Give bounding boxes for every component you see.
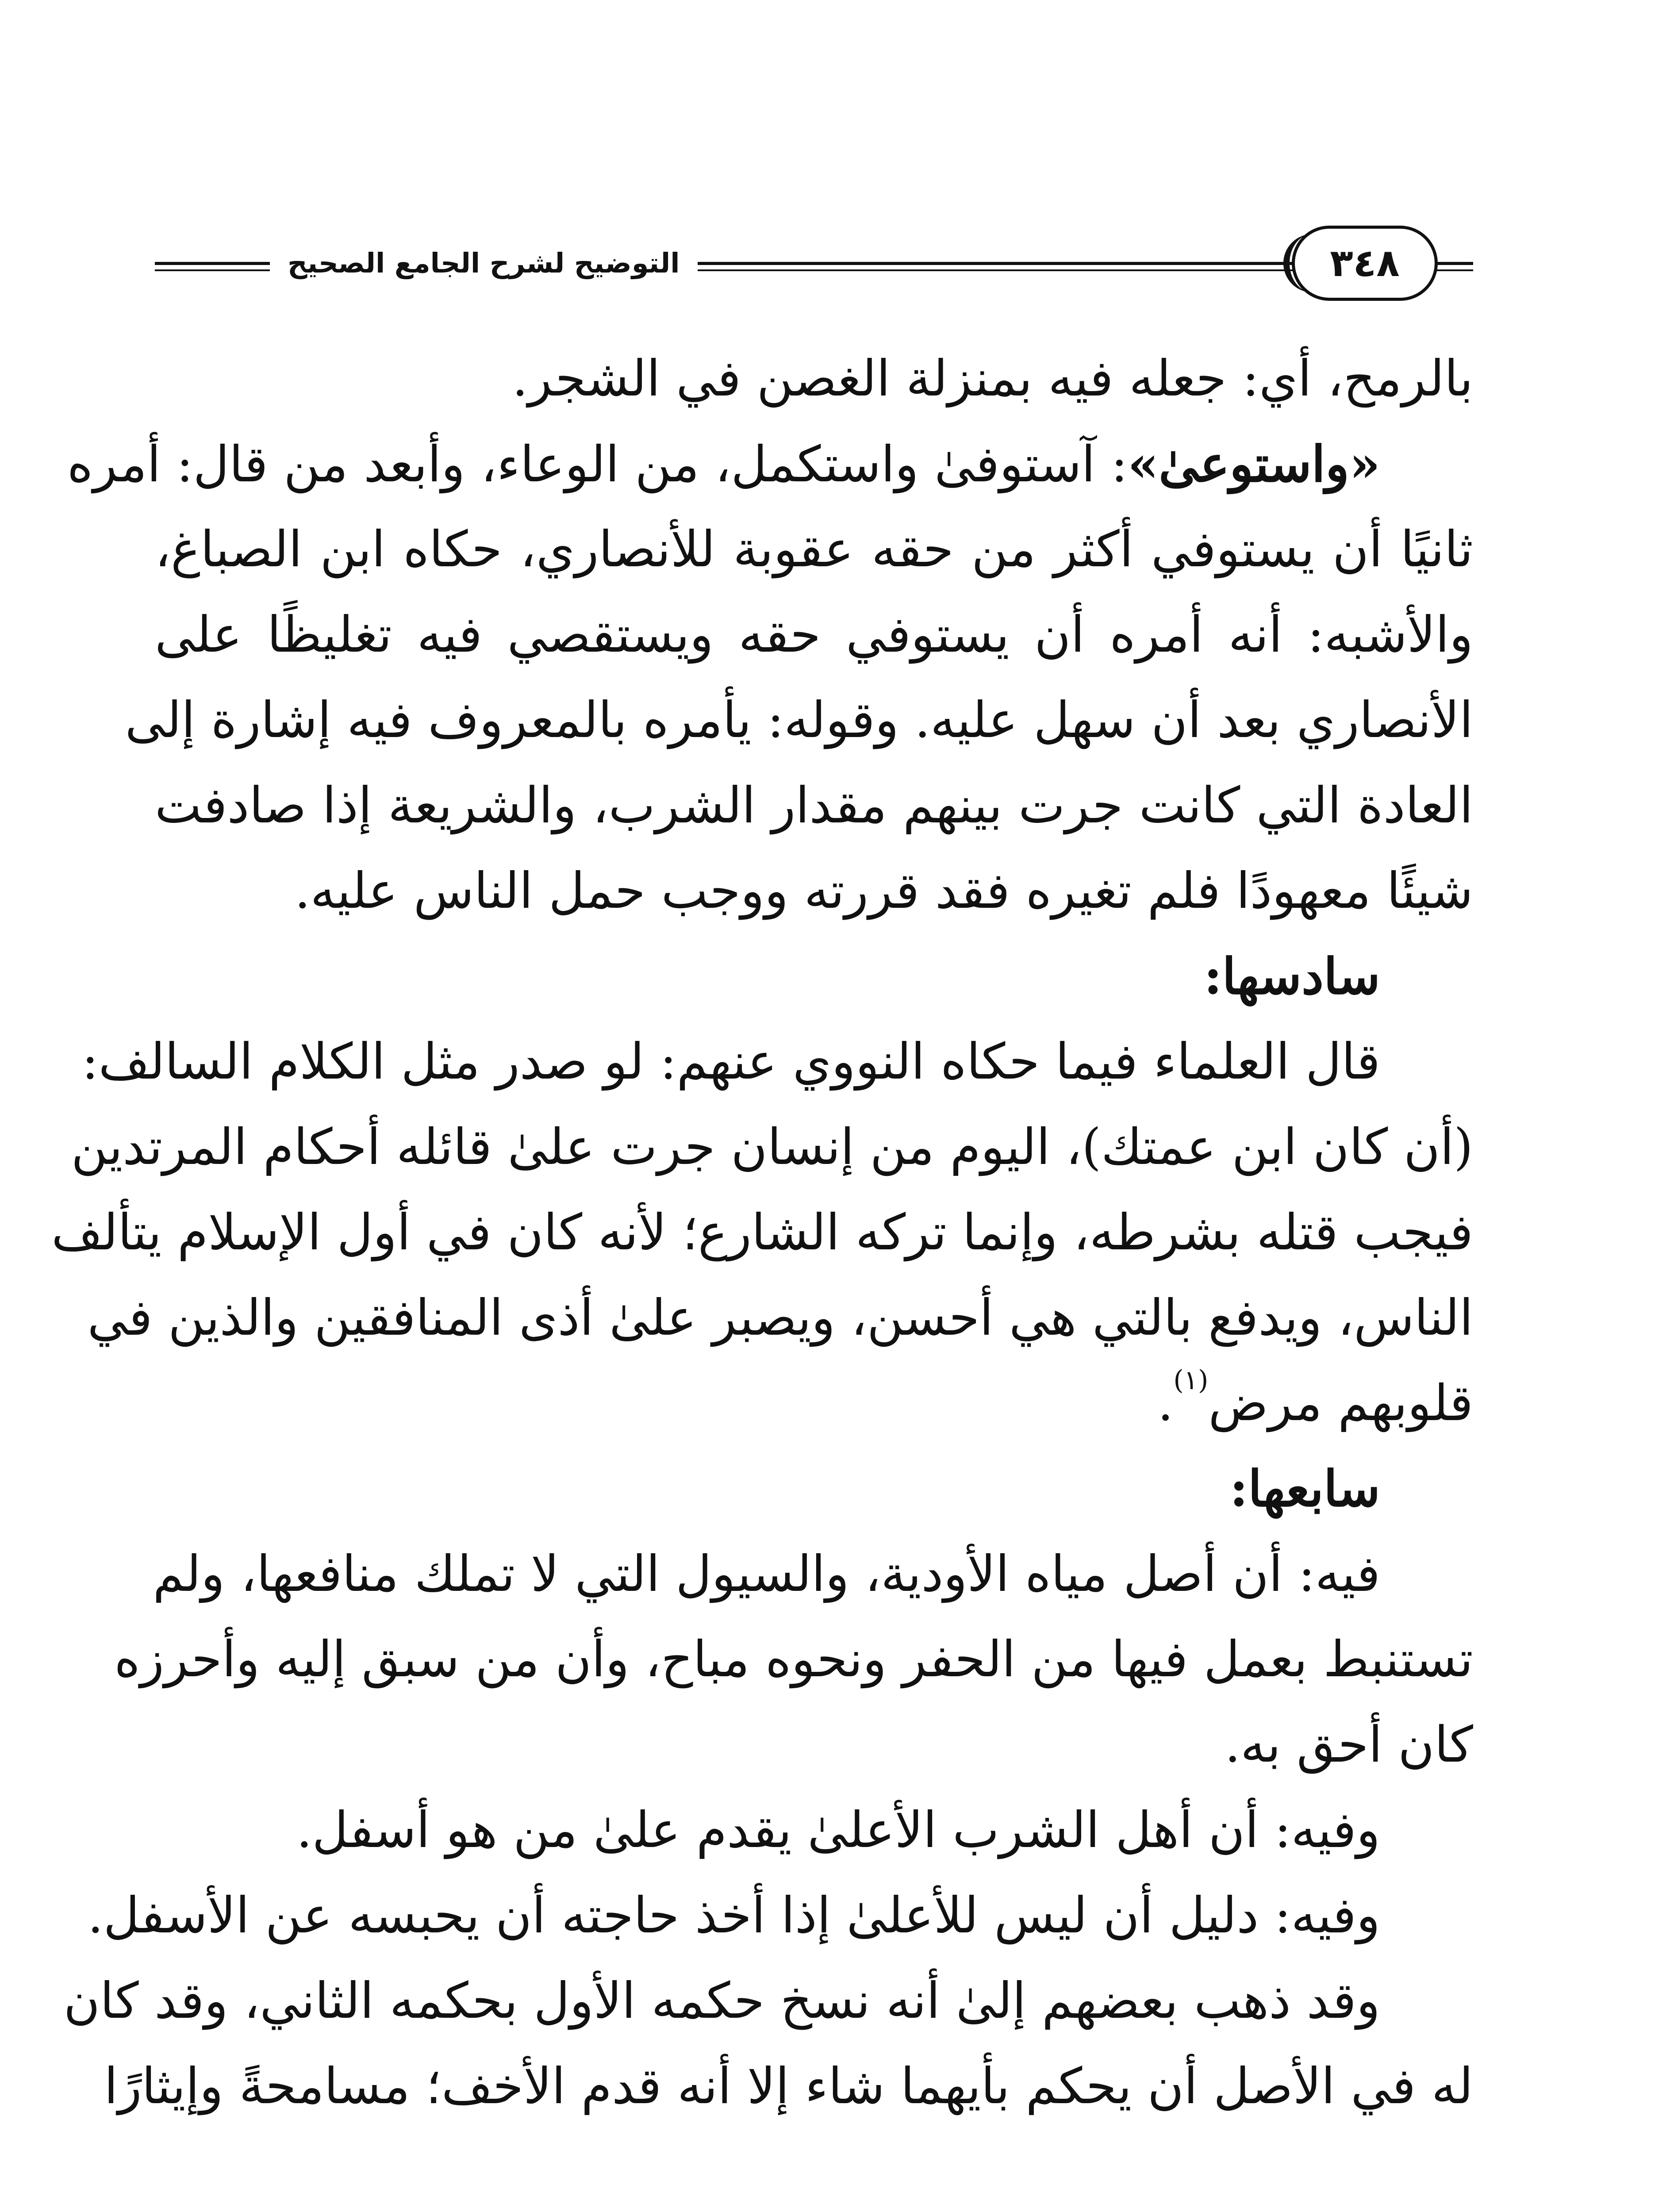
text-line: الأنصاري بعد أن سهل عليه. وقوله: يأمره بالمعروف فيه إشارة إلى [125,691,1473,749]
text-line [67,422,1473,507]
running-header [155,221,1473,310]
line-text: قلوبهم مرض [1208,1375,1473,1432]
text-line: شيئًا معهودًا فلم تغيره فقد قررته ووجب حمل الناس عليه. [294,862,1473,920]
text-line: له في الأصل أن يحكم بأيهما شاء إلا أنه قدم الأخف؛ مسامحةً وإيثارًا [104,2058,1473,2115]
text-line: الناس، ويدفع بالتي هي أحسن، ويصبر علىٰ أذى المنافقين والذين في [87,1289,1473,1347]
text-line: قال العلماء فيما حكاه النووي عنهم: لو صدر مثل الكلام السالف: [81,1033,1380,1091]
running-title: التوضيح لشرح الجامع الصحيح [270,239,698,288]
body-text [51,336,1474,2129]
text-line: (أن كان ابن عمتك)، اليوم من إنسان جرت علىٰ قائله أحكام المرتدين [71,1118,1473,1176]
text-line: ثانيًا أن يستوفي أكثر من حقه عقوبة للأنصاري، حكاه ابن الصباغ، [155,521,1473,578]
text-line: تستنبط بعمل فيها من الحفر ونحوه مباح، وأن من سبق إليه وأحرزه [114,1631,1473,1688]
text-line: العادة التي كانت جرت بينهم مقدار الشرب، والشريعة إذا صادفت [155,777,1473,834]
text-line: فيه: أن أصل مياه الأودية، والسيول التي لا تملك منافعها، ولم [153,1545,1380,1603]
page-number: ٣٤٨ [1292,226,1438,301]
text-line: وفيه: دليل أن ليس للأعلىٰ إذا أخذ حاجته أن يحبسه عن الأسفل. [87,1887,1380,1944]
quoted-term: «واستوعىٰ» [1128,435,1380,493]
text-line: فيجب قتله بشرطه، وإنما تركه الشارع؛ لأنه كان في أول الإسلام يتألف [51,1204,1473,1261]
text-line: وفيه: أن أهل الشرب الأعلىٰ يقدم علىٰ من هو أسفل. [296,1801,1380,1859]
full-stop: . [1157,1375,1174,1432]
text-line: كان أحق به. [1225,1716,1473,1774]
text-line: والأشبه: أنه أمره أن يستوفي حقه ويستقصي فيه تغليظًا على [155,606,1474,664]
line-text: : آستوفىٰ واستكمل، من الوعاء، وأبعد من قال: أمره [67,436,1128,493]
section-heading: سادسها: [1204,948,1380,1006]
text-line: وقد ذهب بعضهم إلىٰ أنه نسخ حكمه الأول بحكمه الثاني، وقد كان [63,1972,1380,2030]
section-heading: سابعها: [1229,1460,1380,1518]
text-line: بالرمح، أي: جعله فيه بمنزلة الغصن في الشجر. [512,350,1473,407]
text-line [155,1361,1473,1446]
footnote-reference: (١) [1173,1365,1209,1396]
